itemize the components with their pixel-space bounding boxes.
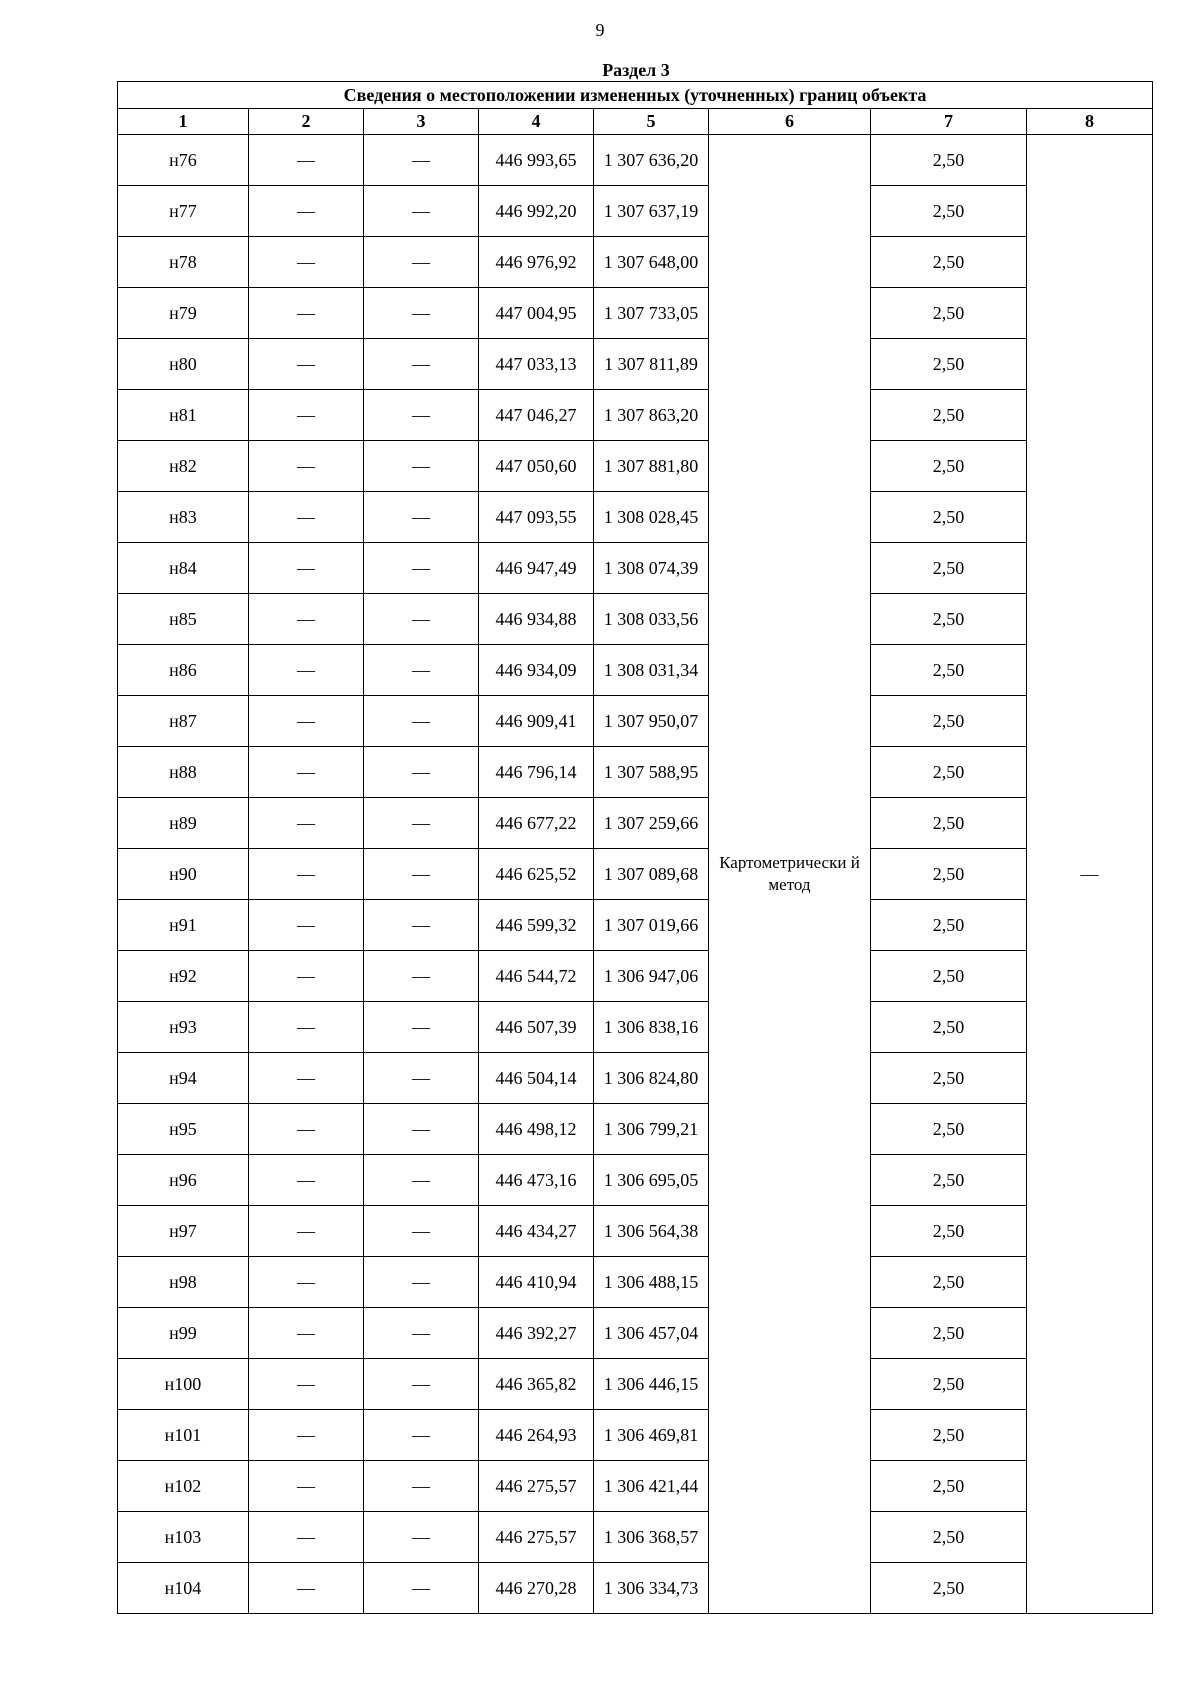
point-name-cell: н102: [118, 1461, 249, 1512]
column-3-cell: —: [364, 135, 479, 186]
table-row: [118, 1104, 1153, 1155]
table-row: [118, 543, 1153, 594]
x-coordinate-cell: 447 033,13: [479, 339, 594, 390]
section-title: Раздел 3: [602, 60, 670, 80]
x-coordinate-cell: 446 909,41: [479, 696, 594, 747]
column-3-cell: —: [364, 1512, 479, 1563]
page-number: 9: [595, 20, 605, 40]
x-coordinate-cell: 446 365,82: [479, 1359, 594, 1410]
y-coordinate-cell: 1 306 838,16: [594, 1002, 709, 1053]
accuracy-cell: 2,50: [871, 1359, 1027, 1410]
column-2-cell: —: [249, 492, 364, 543]
column-3-cell: —: [364, 900, 479, 951]
column-3-cell: —: [364, 237, 479, 288]
column-header: 5: [594, 109, 709, 135]
point-name-cell: н89: [118, 798, 249, 849]
accuracy-cell: 2,50: [871, 1410, 1027, 1461]
y-coordinate-cell: 1 306 947,06: [594, 951, 709, 1002]
y-coordinate-cell: 1 307 588,95: [594, 747, 709, 798]
column-2-cell: —: [249, 747, 364, 798]
column-8-cell: —: [1027, 135, 1153, 1614]
y-coordinate-cell: 1 307 733,05: [594, 288, 709, 339]
column-3-cell: —: [364, 951, 479, 1002]
x-coordinate-cell: 446 976,92: [479, 237, 594, 288]
table-row: [118, 135, 1153, 186]
table-row: [118, 900, 1153, 951]
column-3-cell: —: [364, 339, 479, 390]
x-coordinate-cell: 446 392,27: [479, 1308, 594, 1359]
point-name-cell: н88: [118, 747, 249, 798]
x-coordinate-cell: 446 504,14: [479, 1053, 594, 1104]
accuracy-cell: 2,50: [871, 900, 1027, 951]
accuracy-cell: 2,50: [871, 1002, 1027, 1053]
x-coordinate-cell: 446 934,09: [479, 645, 594, 696]
x-coordinate-cell: 447 093,55: [479, 492, 594, 543]
column-2-cell: —: [249, 1053, 364, 1104]
table-body: [118, 135, 1153, 1614]
column-3-cell: —: [364, 696, 479, 747]
accuracy-cell: 2,50: [871, 339, 1027, 390]
table-row: [118, 1155, 1153, 1206]
x-coordinate-cell: 447 046,27: [479, 390, 594, 441]
y-coordinate-cell: 1 307 637,19: [594, 186, 709, 237]
x-coordinate-cell: 447 004,95: [479, 288, 594, 339]
x-coordinate-cell: 446 498,12: [479, 1104, 594, 1155]
y-coordinate-cell: 1 306 695,05: [594, 1155, 709, 1206]
point-name-cell: н104: [118, 1563, 249, 1614]
x-coordinate-cell: 446 275,57: [479, 1461, 594, 1512]
accuracy-cell: 2,50: [871, 186, 1027, 237]
y-coordinate-cell: 1 307 259,66: [594, 798, 709, 849]
x-coordinate-cell: 446 677,22: [479, 798, 594, 849]
table-row: [118, 492, 1153, 543]
point-name-cell: н79: [118, 288, 249, 339]
point-name-cell: н100: [118, 1359, 249, 1410]
y-coordinate-cell: 1 306 564,38: [594, 1206, 709, 1257]
column-3-cell: —: [364, 1206, 479, 1257]
column-3-cell: —: [364, 492, 479, 543]
table-row: [118, 1359, 1153, 1410]
table-row: [118, 594, 1153, 645]
point-name-cell: н98: [118, 1257, 249, 1308]
x-coordinate-cell: 446 434,27: [479, 1206, 594, 1257]
x-coordinate-cell: 446 992,20: [479, 186, 594, 237]
column-2-cell: —: [249, 1563, 364, 1614]
table-row: [118, 951, 1153, 1002]
column-header: 2: [249, 109, 364, 135]
column-2-cell: —: [249, 1257, 364, 1308]
y-coordinate-cell: 1 306 469,81: [594, 1410, 709, 1461]
column-3-cell: —: [364, 1002, 479, 1053]
y-coordinate-cell: 1 306 799,21: [594, 1104, 709, 1155]
column-header: 3: [364, 109, 479, 135]
x-coordinate-cell: 446 993,65: [479, 135, 594, 186]
y-coordinate-cell: 1 307 019,66: [594, 900, 709, 951]
point-name-cell: н87: [118, 696, 249, 747]
table-row: [118, 1410, 1153, 1461]
x-coordinate-cell: 447 050,60: [479, 441, 594, 492]
table-row: [118, 390, 1153, 441]
boundary-coordinates-table: [117, 81, 1153, 1614]
column-2-cell: —: [249, 645, 364, 696]
x-coordinate-cell: 446 264,93: [479, 1410, 594, 1461]
accuracy-cell: 2,50: [871, 1104, 1027, 1155]
point-name-cell: н95: [118, 1104, 249, 1155]
column-2-cell: —: [249, 339, 364, 390]
column-2-cell: —: [249, 1461, 364, 1512]
point-name-cell: н99: [118, 1308, 249, 1359]
table-row: [118, 441, 1153, 492]
accuracy-cell: 2,50: [871, 696, 1027, 747]
x-coordinate-cell: 446 473,16: [479, 1155, 594, 1206]
point-name-cell: н81: [118, 390, 249, 441]
point-name-cell: н103: [118, 1512, 249, 1563]
y-coordinate-cell: 1 307 950,07: [594, 696, 709, 747]
y-coordinate-cell: 1 306 421,44: [594, 1461, 709, 1512]
column-2-cell: —: [249, 849, 364, 900]
column-header: 8: [1027, 109, 1153, 135]
accuracy-cell: 2,50: [871, 1053, 1027, 1104]
table-row: [118, 645, 1153, 696]
accuracy-cell: 2,50: [871, 441, 1027, 492]
point-name-cell: н97: [118, 1206, 249, 1257]
table-row: [118, 798, 1153, 849]
accuracy-cell: 2,50: [871, 390, 1027, 441]
accuracy-cell: 2,50: [871, 237, 1027, 288]
accuracy-cell: 2,50: [871, 1461, 1027, 1512]
x-coordinate-cell: 446 796,14: [479, 747, 594, 798]
column-2-cell: —: [249, 186, 364, 237]
y-coordinate-cell: 1 306 457,04: [594, 1308, 709, 1359]
column-3-cell: —: [364, 1053, 479, 1104]
y-coordinate-cell: 1 308 031,34: [594, 645, 709, 696]
column-3-cell: —: [364, 288, 479, 339]
column-2-cell: —: [249, 951, 364, 1002]
accuracy-cell: 2,50: [871, 135, 1027, 186]
column-2-cell: —: [249, 1410, 364, 1461]
column-header: 7: [871, 109, 1027, 135]
accuracy-cell: 2,50: [871, 594, 1027, 645]
column-3-cell: —: [364, 1104, 479, 1155]
point-name-cell: н76: [118, 135, 249, 186]
x-coordinate-cell: 446 599,32: [479, 900, 594, 951]
accuracy-cell: 2,50: [871, 645, 1027, 696]
y-coordinate-cell: 1 308 074,39: [594, 543, 709, 594]
y-coordinate-cell: 1 306 334,73: [594, 1563, 709, 1614]
point-name-cell: н96: [118, 1155, 249, 1206]
accuracy-cell: 2,50: [871, 492, 1027, 543]
x-coordinate-cell: 446 625,52: [479, 849, 594, 900]
y-coordinate-cell: 1 308 028,45: [594, 492, 709, 543]
table-row: [118, 1308, 1153, 1359]
column-3-cell: —: [364, 849, 479, 900]
column-2-cell: —: [249, 696, 364, 747]
method-cell: Картометрически й метод: [709, 135, 871, 1614]
table-row: [118, 696, 1153, 747]
point-name-cell: н80: [118, 339, 249, 390]
column-3-cell: —: [364, 1257, 479, 1308]
x-coordinate-cell: 446 270,28: [479, 1563, 594, 1614]
column-2-cell: —: [249, 1206, 364, 1257]
y-coordinate-cell: 1 307 648,00: [594, 237, 709, 288]
y-coordinate-cell: 1 306 446,15: [594, 1359, 709, 1410]
column-2-cell: —: [249, 288, 364, 339]
column-3-cell: —: [364, 1461, 479, 1512]
column-header: 1: [118, 109, 249, 135]
table-row: [118, 288, 1153, 339]
column-3-cell: —: [364, 441, 479, 492]
column-header: 4: [479, 109, 594, 135]
column-2-cell: —: [249, 390, 364, 441]
column-2-cell: —: [249, 1512, 364, 1563]
y-coordinate-cell: 1 307 863,20: [594, 390, 709, 441]
y-coordinate-cell: 1 306 368,57: [594, 1512, 709, 1563]
accuracy-cell: 2,50: [871, 1155, 1027, 1206]
table-row: [118, 849, 1153, 900]
x-coordinate-cell: 446 410,94: [479, 1257, 594, 1308]
accuracy-cell: 2,50: [871, 543, 1027, 594]
accuracy-cell: 2,50: [871, 288, 1027, 339]
accuracy-cell: 2,50: [871, 1206, 1027, 1257]
point-name-cell: н94: [118, 1053, 249, 1104]
table-row: [118, 1461, 1153, 1512]
point-name-cell: н101: [118, 1410, 249, 1461]
column-2-cell: —: [249, 1359, 364, 1410]
table-row: [118, 1512, 1153, 1563]
column-3-cell: —: [364, 1359, 479, 1410]
column-2-cell: —: [249, 1104, 364, 1155]
column-3-cell: —: [364, 645, 479, 696]
y-coordinate-cell: 1 307 636,20: [594, 135, 709, 186]
column-2-cell: —: [249, 1155, 364, 1206]
column-3-cell: —: [364, 798, 479, 849]
column-2-cell: —: [249, 1308, 364, 1359]
column-2-cell: —: [249, 900, 364, 951]
table-row: [118, 1257, 1153, 1308]
accuracy-cell: 2,50: [871, 1308, 1027, 1359]
column-3-cell: —: [364, 594, 479, 645]
column-2-cell: —: [249, 798, 364, 849]
y-coordinate-cell: 1 307 881,80: [594, 441, 709, 492]
table-row: [118, 747, 1153, 798]
point-name-cell: н93: [118, 1002, 249, 1053]
point-name-cell: н84: [118, 543, 249, 594]
accuracy-cell: 2,50: [871, 747, 1027, 798]
y-coordinate-cell: 1 307 811,89: [594, 339, 709, 390]
y-coordinate-cell: 1 307 089,68: [594, 849, 709, 900]
table-row: [118, 1053, 1153, 1104]
column-2-cell: —: [249, 594, 364, 645]
column-3-cell: —: [364, 1563, 479, 1614]
column-2-cell: —: [249, 543, 364, 594]
point-name-cell: н77: [118, 186, 249, 237]
point-name-cell: н91: [118, 900, 249, 951]
accuracy-cell: 2,50: [871, 1257, 1027, 1308]
column-2-cell: —: [249, 135, 364, 186]
point-name-cell: н92: [118, 951, 249, 1002]
accuracy-cell: 2,50: [871, 849, 1027, 900]
column-3-cell: —: [364, 1410, 479, 1461]
column-2-cell: —: [249, 237, 364, 288]
x-coordinate-cell: 446 544,72: [479, 951, 594, 1002]
accuracy-cell: 2,50: [871, 951, 1027, 1002]
point-name-cell: н86: [118, 645, 249, 696]
y-coordinate-cell: 1 306 488,15: [594, 1257, 709, 1308]
point-name-cell: н85: [118, 594, 249, 645]
x-coordinate-cell: 446 275,57: [479, 1512, 594, 1563]
point-name-cell: н78: [118, 237, 249, 288]
table-row: [118, 1563, 1153, 1614]
table-row: [118, 1206, 1153, 1257]
point-name-cell: н83: [118, 492, 249, 543]
table-caption: Сведения о местоположении измененных (уточненных) границ объекта: [118, 82, 1153, 109]
y-coordinate-cell: 1 306 824,80: [594, 1053, 709, 1104]
accuracy-cell: 2,50: [871, 1563, 1027, 1614]
y-coordinate-cell: 1 308 033,56: [594, 594, 709, 645]
accuracy-cell: 2,50: [871, 1512, 1027, 1563]
column-2-cell: —: [249, 1002, 364, 1053]
column-3-cell: —: [364, 747, 479, 798]
column-3-cell: —: [364, 1155, 479, 1206]
column-2-cell: —: [249, 441, 364, 492]
x-coordinate-cell: 446 507,39: [479, 1002, 594, 1053]
table-row: [118, 237, 1153, 288]
accuracy-cell: 2,50: [871, 798, 1027, 849]
x-coordinate-cell: 446 934,88: [479, 594, 594, 645]
point-name-cell: н82: [118, 441, 249, 492]
table-row: [118, 1002, 1153, 1053]
x-coordinate-cell: 446 947,49: [479, 543, 594, 594]
point-name-cell: н90: [118, 849, 249, 900]
column-3-cell: —: [364, 1308, 479, 1359]
column-3-cell: —: [364, 390, 479, 441]
column-3-cell: —: [364, 186, 479, 237]
table-row: [118, 186, 1153, 237]
column-3-cell: —: [364, 543, 479, 594]
column-header: 6: [709, 109, 871, 135]
table-row: [118, 339, 1153, 390]
